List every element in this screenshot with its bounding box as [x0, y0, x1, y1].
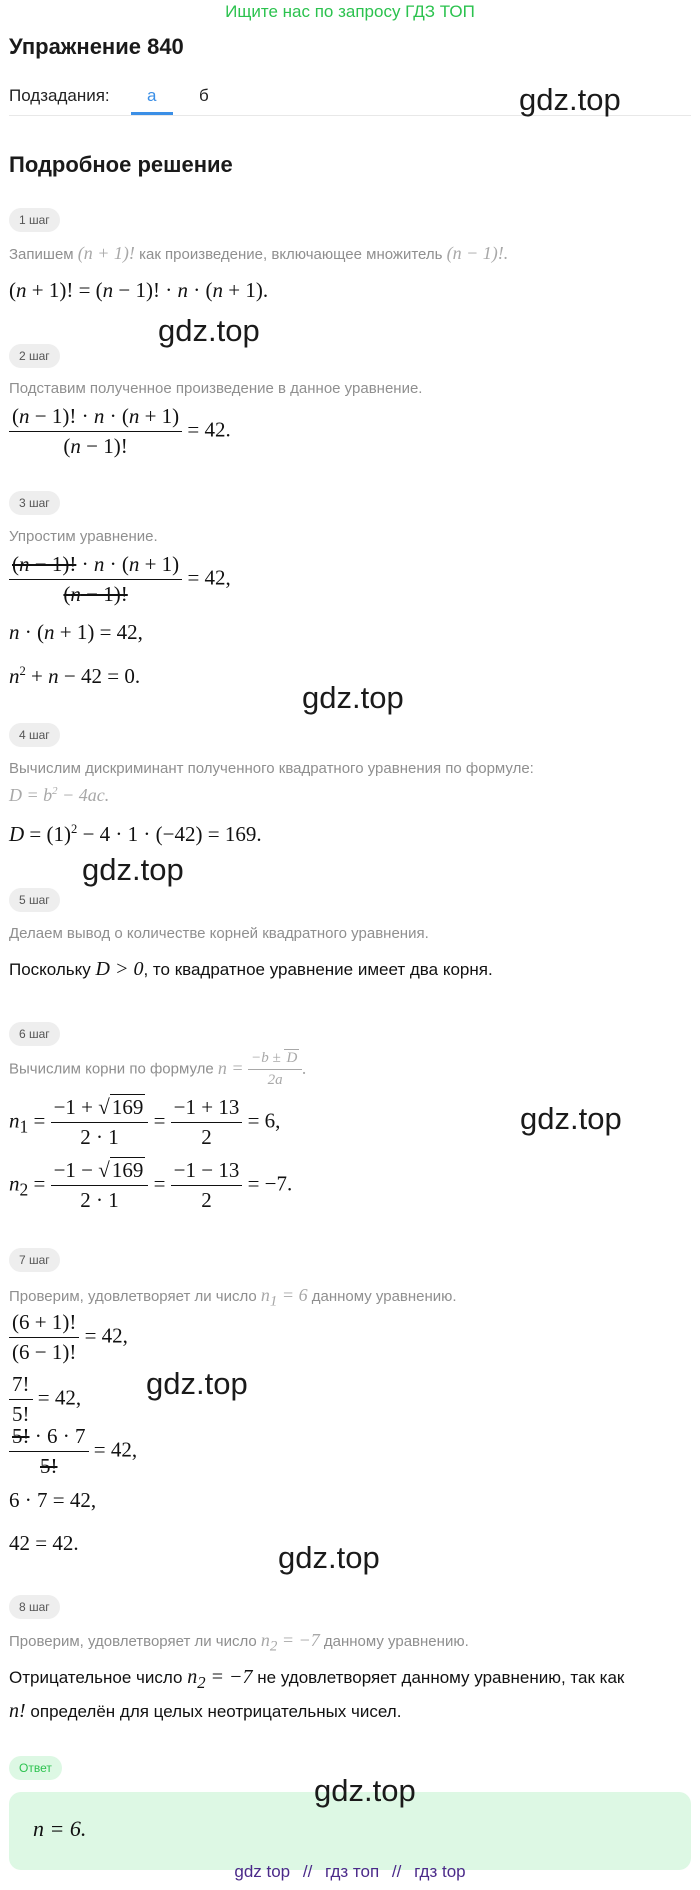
step-6-formula: n = $\frac{-b \pm D}{2a}$ . [217, 1050, 307, 1088]
footer-separator: // [302, 1862, 313, 1881]
step-5-conclusion [9, 958, 493, 981]
step-7-equation-3: $\frac{5! \cdot 6 \cdot 7}{5!}$ = 42, [9, 1424, 137, 1479]
step-8-text [9, 1630, 469, 1656]
footer-separator: // [391, 1862, 402, 1881]
subtasks-label: Подзадания: [9, 86, 110, 105]
step-4-formula: $D = b^2 - 4ac$. [9, 785, 110, 805]
step-8-formula-2: $n_2 = -7$ [187, 1666, 253, 1692]
footer-link-2[interactable]: гдз топ [325, 1862, 380, 1881]
step-8-formula-3: n! [9, 1700, 26, 1722]
step-5-conclusion-post: , то квадратное уравнение имеет два корня. [143, 960, 493, 979]
watermark: gdz.top [520, 1101, 622, 1136]
step-4-text: Вычислим дискриминант полученного квадратного уравнения по формуле: [9, 760, 534, 777]
step-8-conclusion-line-2 [9, 1700, 401, 1723]
section-title: Подробное решение [9, 152, 233, 177]
step-7-equation-4: 6 · 7 = 42, [9, 1488, 97, 1512]
step-6-equation-1: $n_1$ = $\frac{-1 + √169}{2 \cdot 1}$ = $\frac{-1 + 13}{2}$ = 6, [9, 1095, 281, 1149]
step-1-equation: (n + 1)! = (n − 1)! · n · (n + 1). [9, 278, 269, 302]
footer-link-1[interactable]: gdz top [234, 1862, 291, 1881]
step-8-badge: 8 шаг [9, 1595, 60, 1619]
answer-value: n = 6. [33, 1816, 87, 1841]
step-6-equation-2: $n_2$ = $\frac{-1 - √169}{2 \cdot 1}$ = $\frac{-1 - 13}{2}$ = −7. [9, 1158, 293, 1212]
step-5-badge: 5 шаг [9, 888, 60, 912]
step-4-badge: 4 шаг [9, 723, 60, 747]
watermark: gdz.top [519, 82, 621, 117]
step-7-equation-1: $\frac{(6 + 1)!}{(6 - 1)!}$ = 42, [9, 1310, 128, 1365]
active-tab-indicator [131, 112, 173, 115]
watermark: gdz.top [82, 852, 184, 887]
step-7-text-post: данному уравнению. [311, 1288, 457, 1305]
watermark: gdz.top [314, 1773, 416, 1808]
step-8-conclusion-line-1 [9, 1666, 624, 1693]
step-2-text: Подставим полученное произведение в данное уравнение. [9, 380, 423, 397]
step-8-conclusion-line2-text: определён для целых неотрицательных чисел. [30, 1702, 402, 1721]
step-6-text [9, 1050, 307, 1089]
tab-b[interactable]: б [199, 86, 209, 105]
step-3-equation-1: $\frac{(n - 1)! \cdot n \cdot (n + 1)}{(n - 1)!}$ = 42, [9, 552, 231, 607]
step-6-badge: 6 шаг [9, 1022, 60, 1046]
answer-badge: Ответ [9, 1756, 62, 1780]
watermark: gdz.top [158, 313, 260, 348]
step-5-text: Делаем вывод о количестве корней квадратного уравнения. [9, 925, 429, 942]
step-5-formula: D > 0 [95, 958, 144, 980]
step-7-text-pre: Проверим, удовлетворяет ли число [9, 1288, 257, 1305]
step-4-equation: $D = (1)^2 - 4 \cdot 1 \cdot (-42) = 169$. [9, 822, 262, 846]
step-1-formula-b: (n − 1)!. [446, 243, 509, 263]
step-3-badge: 3 шаг [9, 491, 60, 515]
step-7-badge: 7 шаг [9, 1248, 60, 1272]
step-8-text-post: данному уравнению. [323, 1633, 469, 1650]
step-8-formula: $n_2 = -7$ [260, 1630, 320, 1655]
step-1-formula-a: (n + 1)! [77, 243, 135, 263]
watermark: gdz.top [302, 680, 404, 715]
step-1-text-mid: как произведение, включающее множитель [139, 246, 443, 263]
promo-banner[interactable]: Ищите нас по запросу ГДЗ ТОП [225, 2, 475, 21]
step-1-text [9, 243, 508, 264]
watermark: gdz.top [278, 1540, 380, 1575]
watermark: gdz.top [146, 1366, 248, 1401]
tab-a[interactable]: а [147, 86, 157, 105]
step-8-conclusion-pre: Отрицательное число [9, 1668, 183, 1687]
step-2-equation: $\frac{(n - 1)! \cdot n \cdot (n + 1)}{(n - 1)!}$ = 42. [9, 404, 231, 459]
step-3-text: Упростим уравнение. [9, 528, 158, 545]
footer-links [0, 1862, 700, 1882]
step-7-equation-5: 42 = 42. [9, 1531, 79, 1555]
step-7-text [9, 1285, 457, 1311]
step-7-equation-2: $\frac{7!}{5!}$ = 42, [9, 1372, 81, 1427]
step-7-formula: $n_1 = 6$ [260, 1285, 308, 1310]
step-1-text-pre: Запишем [9, 246, 74, 263]
footer-link-3[interactable]: гдз top [414, 1862, 466, 1881]
step-3-equation-2: n · (n + 1) = 42, [9, 620, 143, 644]
step-1-badge: 1 шаг [9, 208, 60, 232]
step-5-conclusion-pre: Поскольку [9, 960, 91, 979]
page-title: Упражнение 840 [9, 34, 184, 59]
step-8-conclusion-post: не удовлетворяет данному уравнению, так как [257, 1668, 625, 1687]
step-2-badge: 2 шаг [9, 344, 60, 368]
step-6-text-label: Вычислим корни по формуле [9, 1060, 214, 1078]
step-8-text-pre: Проверим, удовлетворяет ли число [9, 1633, 257, 1650]
step-3-equation-3: $n^2 + n - 42 = 0$. [9, 664, 141, 688]
